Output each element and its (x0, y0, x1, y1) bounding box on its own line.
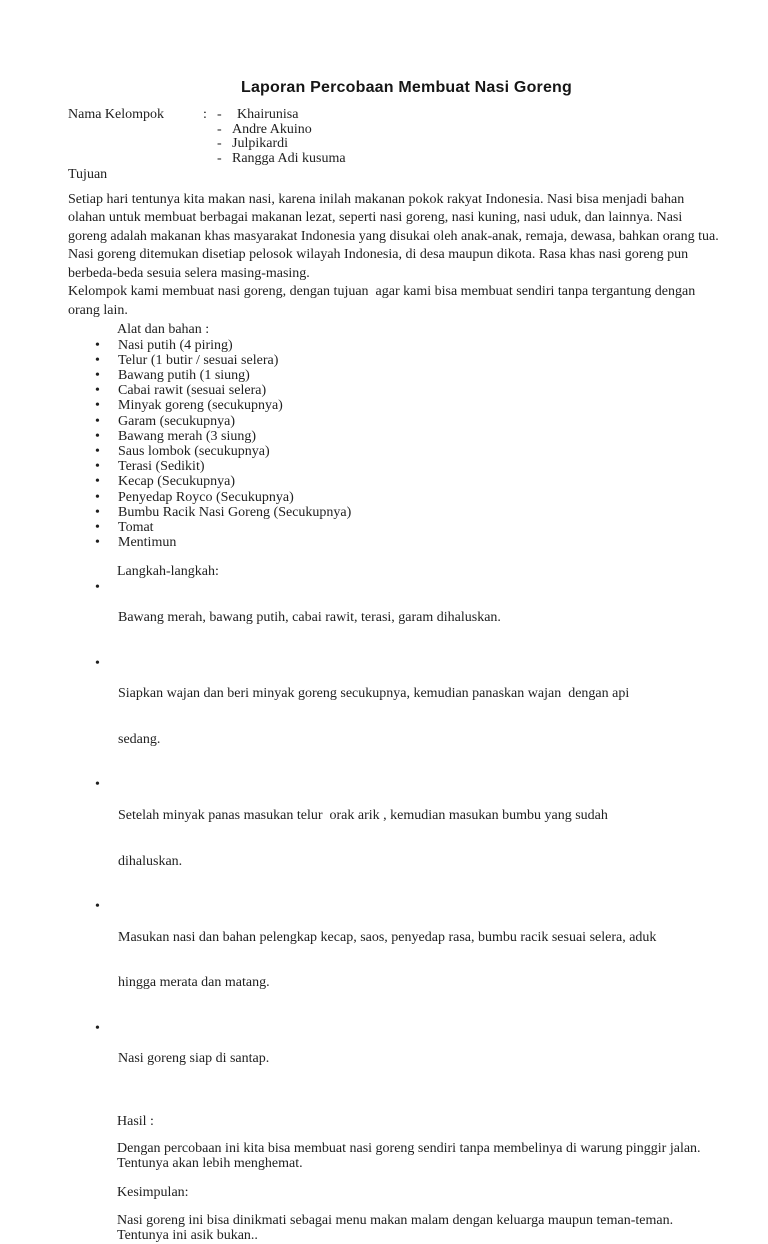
step-line: dihaluskan. (118, 853, 183, 869)
bullet-icon: • (95, 459, 100, 475)
member-name: Khairunisa (237, 107, 299, 122)
ingredient-item: • Cabai rawit (sesuai selera) (95, 383, 267, 399)
tujuan-heading: Tujuan (68, 167, 108, 182)
bullet-icon: • (95, 367, 100, 383)
ingredient-item: • Garam (secukupnya) (95, 413, 236, 429)
document-page (0, 79, 768, 1244)
hasil-paragraph (117, 1141, 745, 1171)
ingredient-item: • Bawang merah (3 siung) (95, 428, 257, 444)
step-line: Bawang merah, bawang putih, cabai rawit, terasi, garam dihaluskan. (118, 610, 501, 626)
kesimpulan-heading: Kesimpulan: (117, 1184, 189, 1200)
ingredient-item: • Mentimun (95, 535, 177, 551)
bullet-icon: • (95, 535, 100, 551)
bullet-icon: • (95, 474, 100, 490)
member-dash: - (217, 136, 222, 151)
step-line: Masukan nasi dan bahan pelengkap kecap, saos, penyedap rasa, bumbu racik sesuai selera, aduk (118, 929, 657, 945)
step-item (68, 580, 745, 656)
member-name: Andre Akuino (232, 121, 312, 137)
hasil-line: Dengan percobaan ini kita bisa membuat nasi goreng sendiri tanpa membelinya di warung pinggir jalan. (117, 1141, 701, 1157)
tujuan-line: Setiap hari tentunya kita makan nasi, karena inilah makanan pokok rakyat Indonesia. Nasi bisa menjadi bahan (68, 191, 685, 207)
bullet-icon: • (95, 655, 100, 671)
bullet-icon: • (95, 383, 100, 399)
step-item (68, 899, 745, 1021)
hasil-line: Tentunya akan lebih menghemat. (117, 1156, 303, 1172)
step-line: hingga merata dan matang. (118, 975, 270, 991)
bullet-icon: • (95, 1020, 100, 1036)
bullet-icon: • (95, 443, 100, 459)
hasil-heading: Hasil : (117, 1113, 154, 1129)
step-line: Nasi goreng siap di santap. (118, 1051, 270, 1067)
ingredient-item: • Tomat (95, 519, 154, 535)
member-name: Julpikardi (232, 136, 288, 151)
ingredient-item: • Nasi putih (4 piring) (95, 337, 233, 353)
member-dash: - (217, 121, 222, 137)
bullet-icon: • (95, 579, 100, 595)
ingredients-heading: Alat dan bahan : (117, 322, 210, 337)
kesimpulan-paragraph (117, 1213, 745, 1243)
ingredient-item: • Terasi (Sedikit) (95, 459, 205, 475)
bullet-icon: • (95, 352, 100, 368)
ingredient-item: • Bumbu Racik Nasi Goreng (Secukupnya) (95, 504, 352, 520)
step-item (68, 656, 745, 778)
step-line: Setelah minyak panas masukan telur orak arik , kemudian masukan bumbu yang sudah (118, 807, 608, 823)
bullet-icon: • (95, 489, 100, 505)
bullet-icon: • (95, 398, 100, 414)
bullet-icon: • (95, 428, 100, 444)
steps-heading: Langkah-langkah: (117, 564, 219, 580)
group-members-block (68, 108, 745, 166)
bullet-icon: • (95, 504, 100, 520)
step-line: Siapkan wajan dan beri minyak goreng secukupnya, kemudian panaskan wajan dengan api (118, 686, 630, 702)
step-item (68, 777, 745, 899)
group-colon: : (203, 107, 207, 122)
bullet-icon: • (95, 777, 100, 793)
document-content (0, 79, 768, 1244)
tujuan-line: goreng adalah makanan khas masyarakat Indonesia yang disukai oleh anak-anak, remaja, dewasa, bahkan orang tua. (68, 228, 719, 244)
ingredient-item: • Kecap (Secukupnya) (95, 474, 236, 490)
bullet-icon: • (95, 337, 100, 353)
member-name: Rangga Adi kusuma (232, 150, 346, 166)
bullet-icon: • (95, 519, 100, 535)
ingredient-item: • Telur (1 butir / sesuai selera) (95, 352, 279, 368)
document-title: Laporan Percobaan Membuat Nasi Goreng (240, 79, 573, 96)
kesimpulan-line: Tentunya ini asik bukan.. (117, 1228, 258, 1244)
tujuan-line: orang lain. (68, 302, 128, 318)
ingredient-item: • Bawang putih (1 siung) (95, 367, 250, 383)
ingredient-item: • Saus lombok (secukupnya) (95, 443, 270, 459)
tujuan-line: berbeda-beda sesuia selera masing-masing. (68, 265, 310, 281)
bullet-icon: • (95, 413, 100, 429)
member-dash: - (217, 107, 222, 122)
tujuan-line: olahan untuk membuat berbagai makanan lezat, seperti nasi goreng, nasi kuning, nasi uduk, dan lainnya. Nasi (68, 210, 683, 225)
step-item (68, 1021, 745, 1097)
member-dash: - (217, 150, 222, 166)
steps-list (68, 580, 745, 1097)
ingredient-item: • Minyak goreng (secukupnya) (95, 398, 283, 414)
bullet-icon: • (95, 899, 100, 915)
group-label: Nama Kelompok (68, 107, 165, 122)
step-line: sedang. (118, 731, 161, 747)
ingredient-item: • Penyedap Royco (Secukupnya) (95, 489, 294, 505)
tujuan-paragraph (68, 191, 745, 321)
tujuan-line: Kelompok kami membuat nasi goreng, dengan tujuan agar kami bisa membuat sendiri tanpa tergantung dengan (68, 284, 696, 299)
tujuan-line: Nasi goreng ditemukan disetiap pelosok wilayah Indonesia, di desa maupun dikota. Rasa khas nasi goreng pun (68, 247, 689, 262)
ingredients-list (68, 338, 745, 551)
kesimpulan-line: Nasi goreng ini bisa dinikmati sebagai menu makan malam dengan keluarga maupun teman-teman. (117, 1213, 674, 1229)
